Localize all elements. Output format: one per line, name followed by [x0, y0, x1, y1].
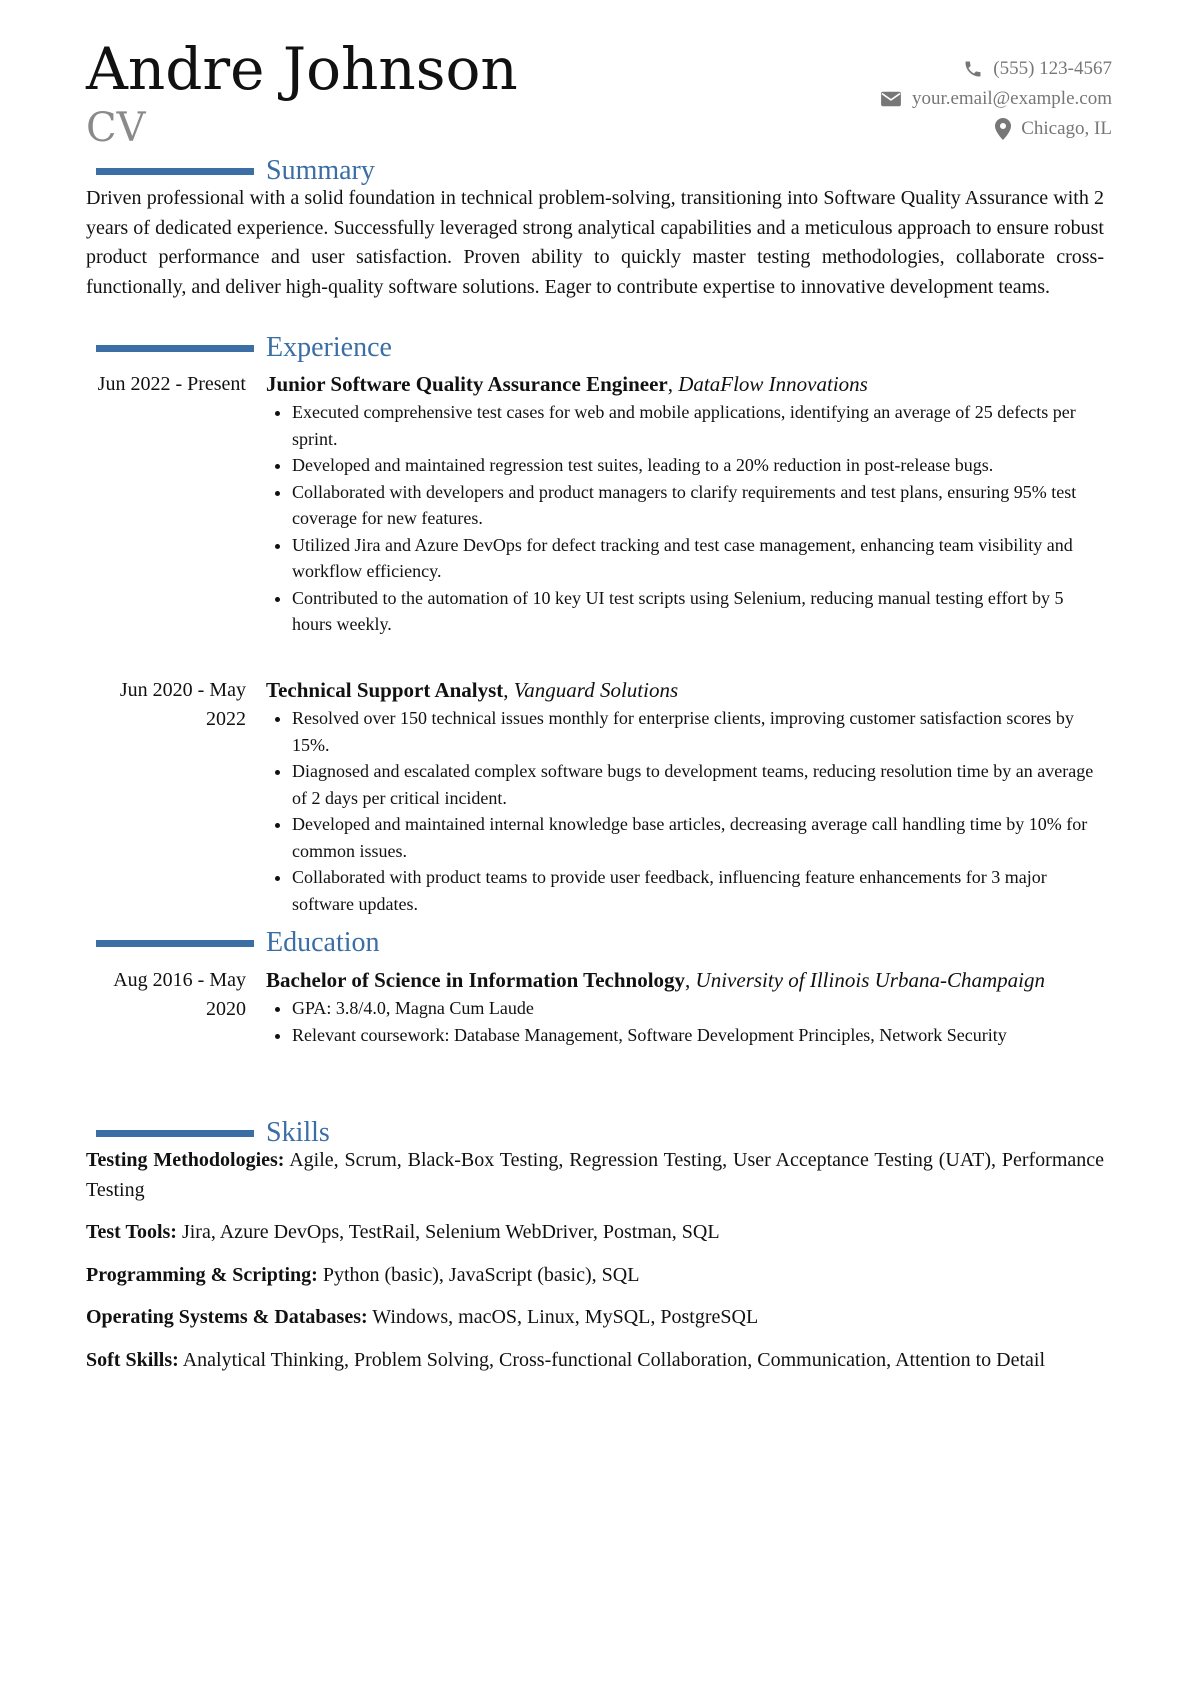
contact-location — [880, 114, 1112, 144]
skill-value: Analytical Thinking, Problem Solving, Cross-functional Collaboration, Communication, Attention to Detail — [182, 1348, 1046, 1371]
email-text: your.email@example.com — [911, 88, 1112, 109]
skill-label: Soft Skills: — [86, 1348, 179, 1371]
skill-row — [86, 1218, 1104, 1248]
section-bar — [96, 345, 254, 352]
skill-label: Test Tools: — [86, 1221, 177, 1243]
skill-label: Programming & Scripting: — [86, 1263, 318, 1286]
entry-role: Junior Software Quality Assurance Engineer, DataFlow Innovations — [266, 372, 868, 396]
skill-row — [86, 1261, 1104, 1291]
skill-row — [86, 1146, 1104, 1205]
section-bar — [96, 940, 254, 947]
entry-bullets — [266, 705, 1104, 917]
phone-icon — [963, 59, 983, 79]
section-education-header — [96, 926, 380, 960]
entry-org: DataFlow Innovations — [678, 372, 868, 396]
entry-title: Technical Support Analyst — [266, 678, 504, 702]
entry-body — [266, 676, 1104, 917]
list-item: • GPA: 3.8/4.0, Magna Cum Laude — [292, 995, 1104, 1022]
summary-text: Driven professional with a solid foundation in technical problem-solving, transitioning into Software Quality Assurance with 2 years of dedicated experience. Successfully leveraged strong analytical capabilities and a meticulous approach to ensure robust product performance and user satisfaction. Proven ability to quickly master testing methodologies, collaborate cross-functionally, and deliver high-quality software solutions. Eager to contribute expertise to innovative development teams. — [86, 187, 1104, 298]
list-item: • Utilized Jira and Azure DevOps for defect tracking and test case management, enhancing team visibility and workflow efficiency. — [292, 532, 1104, 585]
skill-value: Windows, macOS, Linux, MySQL, PostgreSQL — [372, 1306, 759, 1328]
entry-org: Vanguard Solutions — [513, 678, 679, 702]
section-bar — [96, 168, 254, 175]
contact-phone — [880, 54, 1112, 84]
section-experience-header — [96, 331, 392, 365]
skills-list — [86, 1146, 1104, 1388]
skill-value: Agile, Scrum, Black-Box Testing, Regression Testing, User Acceptance Testing (UAT), Performance Testing — [86, 1149, 1104, 1201]
entry-role: Bachelor of Science in Information Technology, University of Illinois Urbana-Champaign — [266, 968, 1045, 992]
full-name: Andre Johnson — [86, 35, 518, 103]
entry-body — [266, 370, 1104, 638]
contact-email — [880, 84, 1112, 114]
map-pin-icon — [995, 118, 1011, 140]
section-bar — [96, 1130, 254, 1137]
list-item: • Developed and maintained internal knowledge base articles, decreasing average call handling time by 10% for common issues. — [292, 811, 1104, 864]
entry-bullets — [266, 399, 1104, 638]
section-summary-header — [96, 154, 375, 188]
entry-date: Aug 2016 - May 2020 — [113, 969, 246, 1020]
section-title: Education — [266, 927, 380, 958]
entry-bullets — [266, 995, 1104, 1048]
envelope-icon — [880, 90, 902, 108]
list-item: • Relevant coursework: Database Management, Software Development Principles, Network Security — [292, 1022, 1104, 1049]
entry-title: Junior Software Quality Assurance Engineer — [266, 372, 668, 396]
skill-value: Jira, Azure DevOps, TestRail, Selenium WebDriver, Postman, SQL — [181, 1221, 720, 1243]
skill-value: Python (basic), JavaScript (basic), SQL — [322, 1263, 640, 1286]
skill-label: Operating Systems & Databases: — [86, 1306, 368, 1328]
list-item: • Collaborated with developers and product managers to clarify requirements and test plans, ensuring 95% test coverage for new features. — [292, 479, 1104, 532]
section-title: Summary — [266, 155, 375, 186]
list-item: • Contributed to the automation of 10 key UI test scripts using Selenium, reducing manual testing effort by 5 hours weekly. — [292, 585, 1104, 638]
section-skills-header — [96, 1116, 330, 1150]
entry-body — [266, 966, 1104, 1048]
list-item: • Collaborated with product teams to provide user feedback, influencing feature enhancements for 3 major software updates. — [292, 864, 1104, 917]
skill-label: Testing Methodologies: — [86, 1149, 285, 1171]
document-subtitle: CV — [86, 105, 146, 151]
list-item: • Executed comprehensive test cases for web and mobile applications, identifying an average of 25 defects per sprint. — [292, 399, 1104, 452]
location-text: Chicago, IL — [1021, 118, 1112, 139]
entry-title: Bachelor of Science in Information Technology — [266, 968, 686, 992]
section-title: Skills — [266, 1117, 330, 1148]
entry-date: Jun 2022 - Present — [97, 373, 246, 395]
skill-row — [86, 1303, 1104, 1333]
entry-role: Technical Support Analyst, Vanguard Solutions — [266, 678, 679, 702]
contact-block — [880, 54, 1112, 144]
list-item: • Resolved over 150 technical issues monthly for enterprise clients, improving customer satisfaction scores by 15%. — [292, 705, 1104, 758]
entry-org: University of Illinois Urbana-Champaign — [695, 968, 1045, 992]
list-item: • Diagnosed and escalated complex software bugs to development teams, reducing resolution time by an average of 2 days per critical incident. — [292, 758, 1104, 811]
list-item: • Developed and maintained regression test suites, leading to a 20% reduction in post-release bugs. — [292, 452, 1104, 479]
phone-text: (555) 123-4567 — [993, 58, 1112, 79]
skill-row — [86, 1346, 1104, 1376]
entry-date: Jun 2020 - May 2022 — [119, 679, 246, 730]
section-title: Experience — [266, 332, 392, 363]
